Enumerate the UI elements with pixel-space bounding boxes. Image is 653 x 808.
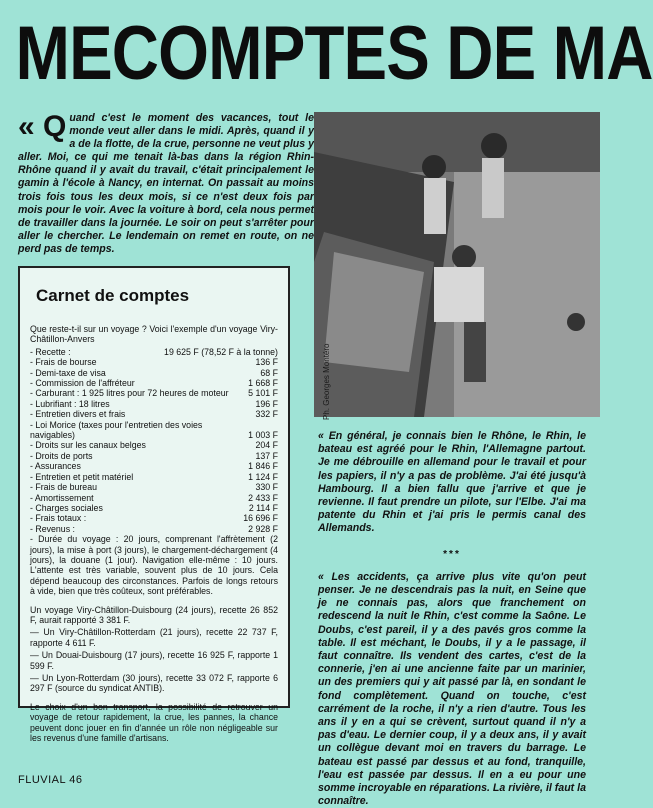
account-row <box>30 524 278 534</box>
row-label: - Commission de l'affréteur <box>30 378 135 389</box>
row-value: 2 928 F <box>248 523 278 534</box>
box-voyage: — Un Douai-Duisbourg (17 jours), recette 16 925 F, rapporte 1 599 F. <box>30 650 278 671</box>
row-label: - Charges sociales <box>30 502 103 513</box>
intro-paragraph <box>18 112 314 256</box>
account-row <box>30 503 278 513</box>
row-label: - Frais totaux : <box>30 513 87 524</box>
box-voyage: — Un Lyon-Rotterdam (30 jours), recette 33 072 F, rapporte 6 297 F (source du syndicat ANTIB). <box>30 673 278 694</box>
box-body <box>30 324 278 745</box>
row-value: 2 114 F <box>248 502 278 513</box>
account-row <box>30 451 278 461</box>
box-conclusion: Le choix d'un bon transport, la possibilité de retrouver un voyage de retour rapidement, la crue, les pannes, la chance peuvent donc jouer en fin d'année un rôle non négligeable sur les revenus d'une famille d'artisans. <box>30 701 278 744</box>
row-value: 136 F <box>255 357 278 368</box>
section-separator: *** <box>443 548 461 560</box>
row-value: 1 846 F <box>248 461 278 472</box>
account-row <box>30 357 278 367</box>
account-row <box>30 409 278 419</box>
account-row <box>30 368 278 378</box>
intro-text: uand c'est le moment des vacances, tout le monde veut aller dans le midi. Après, quand il y a de la flotte, de la crue, personne ne veut plus y aller. Moi, ce qui me tenait là-bas dans la région Rhin-Rhône quand il y avait du travail, c'était principalement le gamin à l'école à Nancy, en internat. On passait au moins trois fois tous les deux mois, si ce n'est deux fois par mois pour le voir. Avec la voiture à bord, cela nous permet de travailler dans la journée. Le soir on peut s'arrêter pour aller le chercher. Le lendemain on remet en route, on ne perd pas de temps. <box>18 112 314 255</box>
row-label: - Entretien et petit matériel <box>30 471 134 482</box>
row-value: 5 101 F <box>248 388 278 399</box>
row-value: 330 F <box>255 482 278 493</box>
right-column <box>318 430 586 808</box>
photo-credit: Ph. Georges Montéro <box>322 343 331 420</box>
headline: MECOMPTES DE MA <box>15 11 653 96</box>
account-row <box>30 378 278 388</box>
box-intro: Que reste-t-il sur un voyage ? Voici l'exemple d'un voyage Viry-Châtillon-Anvers <box>30 324 278 345</box>
row-label: - Droits de ports <box>30 450 93 461</box>
row-label: - Demi-taxe de visa <box>30 367 106 378</box>
row-label: - Recette : <box>30 346 71 357</box>
row-label: - Lubrifiant : 18 litres <box>30 398 110 409</box>
row-label: - Frais de bureau <box>30 482 97 493</box>
row-value: 137 F <box>255 450 278 461</box>
row-label: - Carburant : 1 925 litres pour 72 heures de moteur <box>30 388 229 399</box>
row-value: 2 433 F <box>248 492 278 503</box>
row-value: 16 696 F <box>243 513 278 524</box>
row-value: 19 625 F (78,52 F à la tonne) <box>164 346 278 357</box>
row-value: 1 003 F <box>248 430 278 441</box>
row-label: - Loi Morice (taxes pour l'entretien des voies navigables) <box>30 419 203 441</box>
row-label: - Assurances <box>30 461 81 472</box>
box-title: Carnet de comptes <box>36 286 190 305</box>
photo <box>314 112 600 417</box>
account-row <box>30 399 278 409</box>
account-row <box>30 347 278 357</box>
row-label: - Amortissement <box>30 492 94 503</box>
right-paragraph-1: « En général, je connais bien le Rhône, le Rhin, le bateau est agréé pour le Rhin, l'Allemagne partout. Je me débrouille en allemand pour le travail et pour les papiers, il n'y a pas de problème. J'ai été jusqu'à Hambourg. Il a bien fallu que j'arrive et que je revienne. Il faut prendre un pilote, sur l'Elbe. J'ai ma patente du Rhin et j'ai pris le permis canal des Allemands. <box>318 430 586 535</box>
row-value: 196 F <box>255 398 278 409</box>
account-row <box>30 513 278 523</box>
intro-lead: « Q <box>18 110 67 143</box>
account-row <box>30 461 278 471</box>
photo-illustration <box>314 112 600 417</box>
row-label: - Entretien divers et frais <box>30 409 126 420</box>
account-row <box>30 440 278 450</box>
row-label: - Droits sur les canaux belges <box>30 440 146 451</box>
row-value: 332 F <box>255 409 278 420</box>
right-paragraph-2: « Les accidents, ça arrive plus vite qu'on peut penser. Je ne descendrais pas la nuit, en Seine que je ne connais pas, alors que franchement on redescend la nuit le Rhin, c'est comme la Saône. Le Doubs, c'est pareil, il y a des pavés gros comme la table. Il est méchant, le Doubs, il y a le passage, il faut connaître. Ils vendent des cartes, c'est de la connerie, j'en ai une ancienne faite par un marinier, un des premiers qui y ait passé par là, en sondant le fond complètement. Quand on touche, c'est carrément de la roche, il n'y a rien d'autre. Tous les ans il y en a qui se crèvent, surtout quand il n'y a pas d'eau. Le dernier coup, il y a deux ans, il y avait un collègue devant moi en travers du barrage. Le bateau est passé par dessus et au fond, tranquille, l'eau est passée par dessus. Il en a eu pour une somme incroyable en réparations. La rivière, il faut la connaître. <box>318 570 586 808</box>
page-footer: FLUVIAL 46 <box>18 774 83 786</box>
account-row <box>30 472 278 482</box>
account-row <box>30 388 278 398</box>
row-label: - Revenus : <box>30 523 75 534</box>
account-row <box>30 482 278 492</box>
row-value: 68 F <box>260 367 278 378</box>
account-row <box>30 420 278 441</box>
row-value: 204 F <box>255 440 278 451</box>
row-value: 1 124 F <box>248 471 278 482</box>
row-label: - Frais de bourse <box>30 357 97 368</box>
box-voyage: — Un Viry-Châtillon-Rotterdam (21 jours), recette 22 737 F, rapporte 4 611 F. <box>30 627 278 648</box>
row-value: 1 668 F <box>248 378 278 389</box>
box-voyage: Un voyage Viry-Châtillon-Duisbourg (24 jours), recette 26 852 F, aurait rapporté 3 381 F. <box>30 604 278 625</box>
account-row <box>30 493 278 503</box>
box-duration: - Durée du voyage : 20 jours, comprenant l'affrètement (2 jours), la mise à port (3 jours), le chargement-déchargement (4 jours), la douane (1 jour). Navigation elle-même : 10 jours. L'attente est très variable, souvent plus de 10 jours. Cela dépend beaucoup des circonstances. Parfois de longs retours à vide, bien que très coûteux, sont préférables. <box>30 534 278 597</box>
accounts-box <box>18 266 290 744</box>
